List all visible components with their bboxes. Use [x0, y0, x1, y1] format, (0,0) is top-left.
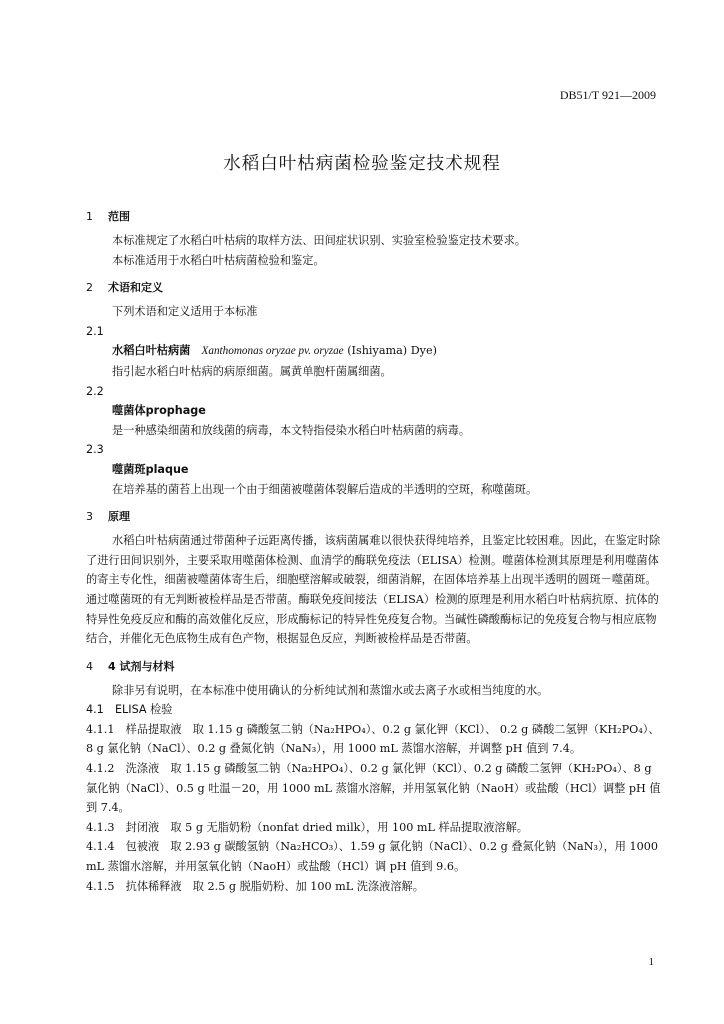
term-2-1-number: 2.1 — [86, 324, 104, 338]
term-2-1-definition: 指引起水稻白叶枯病的病原细菌。属黄单胞杆菌属细菌。 — [112, 364, 392, 378]
section-4-heading — [86, 657, 662, 676]
section-1-heading — [86, 207, 662, 226]
scope-paragraph-1: 本标准规定了水稻白叶枯病的取样方法、田间症状识别、实验室检验鉴定技术要求。 — [112, 234, 526, 247]
section-title: 4 试剂与材料 — [108, 659, 175, 673]
item-4-1-3: 4.1.3 封闭液 取 5 g 无脂奶粉（nonfat dried milk），用 100 mL 样品提取液溶解。 — [86, 820, 528, 834]
section-number: 3 — [86, 510, 93, 524]
section-number: 4 — [86, 659, 93, 673]
document-title: 水稻白叶枯病菌检验鉴定技术规程 — [223, 154, 501, 174]
term-2-3-definition: 在培养基的菌苔上出现一个由于细菌被噬菌体裂解后造成的半透明的空斑，称噬菌斑。 — [112, 482, 538, 496]
item-4-1-5: 4.1.5 抗体稀释液 取 2.5 g 脱脂奶粉、加 100 mL 洗涤液溶解。 — [86, 879, 424, 893]
term-latin-name: Xanthomonas oryzae pv. oryzae — [201, 345, 344, 358]
scope-paragraph-2: 本标准适用于水稻白叶枯病菌检验和鉴定。 — [112, 253, 325, 267]
item-4-1-2: 4.1.2 洗涤液 取 1.15 g 磷酸氢二钠（Na₂HPO₄）、0.2 g 氯化钾（KCl）、0.2 g 磷酸二氢钾（KH₂PO₄）、8 g 氯化钠（NaCl）、0.5 g 吐温－20，用 1000 mL 蒸馏水溶解，并用氢氧化钠（NaoH）或盐酸（HCl）调整 pH 值到 7.4。 — [86, 762, 661, 815]
section-number: 1 — [86, 210, 93, 223]
principle-paragraph: 水稻白叶枯病菌通过带菌种子远距离传播，该病菌属难以很快获得纯培养，且鉴定比较困难。因此，在鉴定时除了进行田间识别外，主要采取用噬菌体检测、血清学的酶联免疫法（ELISA）检测。噬菌体检测其原理是利用噬菌体的寄主专化性，细菌被噬菌体寄生后，细胞壁溶解或破裂，细菌消解，在固体培养基上出现半透明的圆斑－噬菌斑。通过噬菌斑的有无判断被检样品是否带菌。酶联免疫间接法（ELISA）检测的原理是利用水稻白叶枯病抗原、抗体的特异性免疫反应和酶的高效催化反应，形成酶标记的特异性免疫复合物。当碱性磷酸酶标记的免疫复合物与相应底物结合，并催化无色底物生成有色产物，根据显色反应，判断被检样品是否带菌。 — [86, 534, 661, 646]
term-2-3-number: 2.3 — [86, 443, 104, 457]
section-title: 术语和定义 — [108, 281, 163, 295]
standard-code: DB51/T 921—2009 — [559, 88, 656, 102]
item-4-1-4: 4.1.4 包被液 取 2.93 g 碳酸氢钠（Na₂HCO₃）、1.59 g 氯化钠（NaCl）、0.2 g 叠氮化钠（NaN₃），用 1000 mL 蒸馏水溶解，并用氢氧化钠（NaoH）或盐酸（HCl）调 pH 值到 9.6。 — [86, 840, 658, 874]
terms-intro: 下列术语和定义适用于本标准 — [112, 305, 258, 319]
term-2-3: 噬菌斑plaque — [112, 462, 189, 476]
item-4-1-1: 4.1.1 样品提取液 取 1.15 g 磷酸氢二钠（Na₂HPO₄）、0.2 g 氯化钾（KCl）、 0.2 g 磷酸二氢钾（KH₂PO₄）、8 g 氯化钠（NaCl）、0.2 g 叠氮化钠（NaN₃），用 1000 mL 蒸馏水溶解，并调整 pH 值到 7.4。 — [86, 722, 660, 756]
section-number: 2 — [86, 281, 93, 295]
section-3-heading — [86, 507, 662, 526]
subsection-4-1: 4.1 ELISA 检验 — [86, 703, 173, 717]
term-2-1 — [86, 341, 662, 362]
section-2-heading — [86, 278, 662, 297]
term-author: (Ishiyama) Dye) — [343, 344, 437, 358]
document-body — [86, 207, 662, 896]
section-title: 范围 — [108, 210, 130, 223]
term-name: 水稻白叶枯病菌 — [112, 344, 191, 358]
section-title: 原理 — [108, 510, 130, 524]
term-2-2-number: 2.2 — [86, 384, 104, 398]
term-2-2: 噬菌体prophage — [112, 404, 206, 418]
page-number: 1 — [648, 956, 654, 968]
reagents-intro: 除非另有说明，在本标准中使用确认的分析纯试剂和蒸馏水或去离子水或相当纯度的水。 — [112, 683, 549, 697]
term-2-2-definition: 是一种感染细菌和放线菌的病毒，本文特指侵染水稻白叶枯病菌的病毒。 — [112, 423, 471, 437]
